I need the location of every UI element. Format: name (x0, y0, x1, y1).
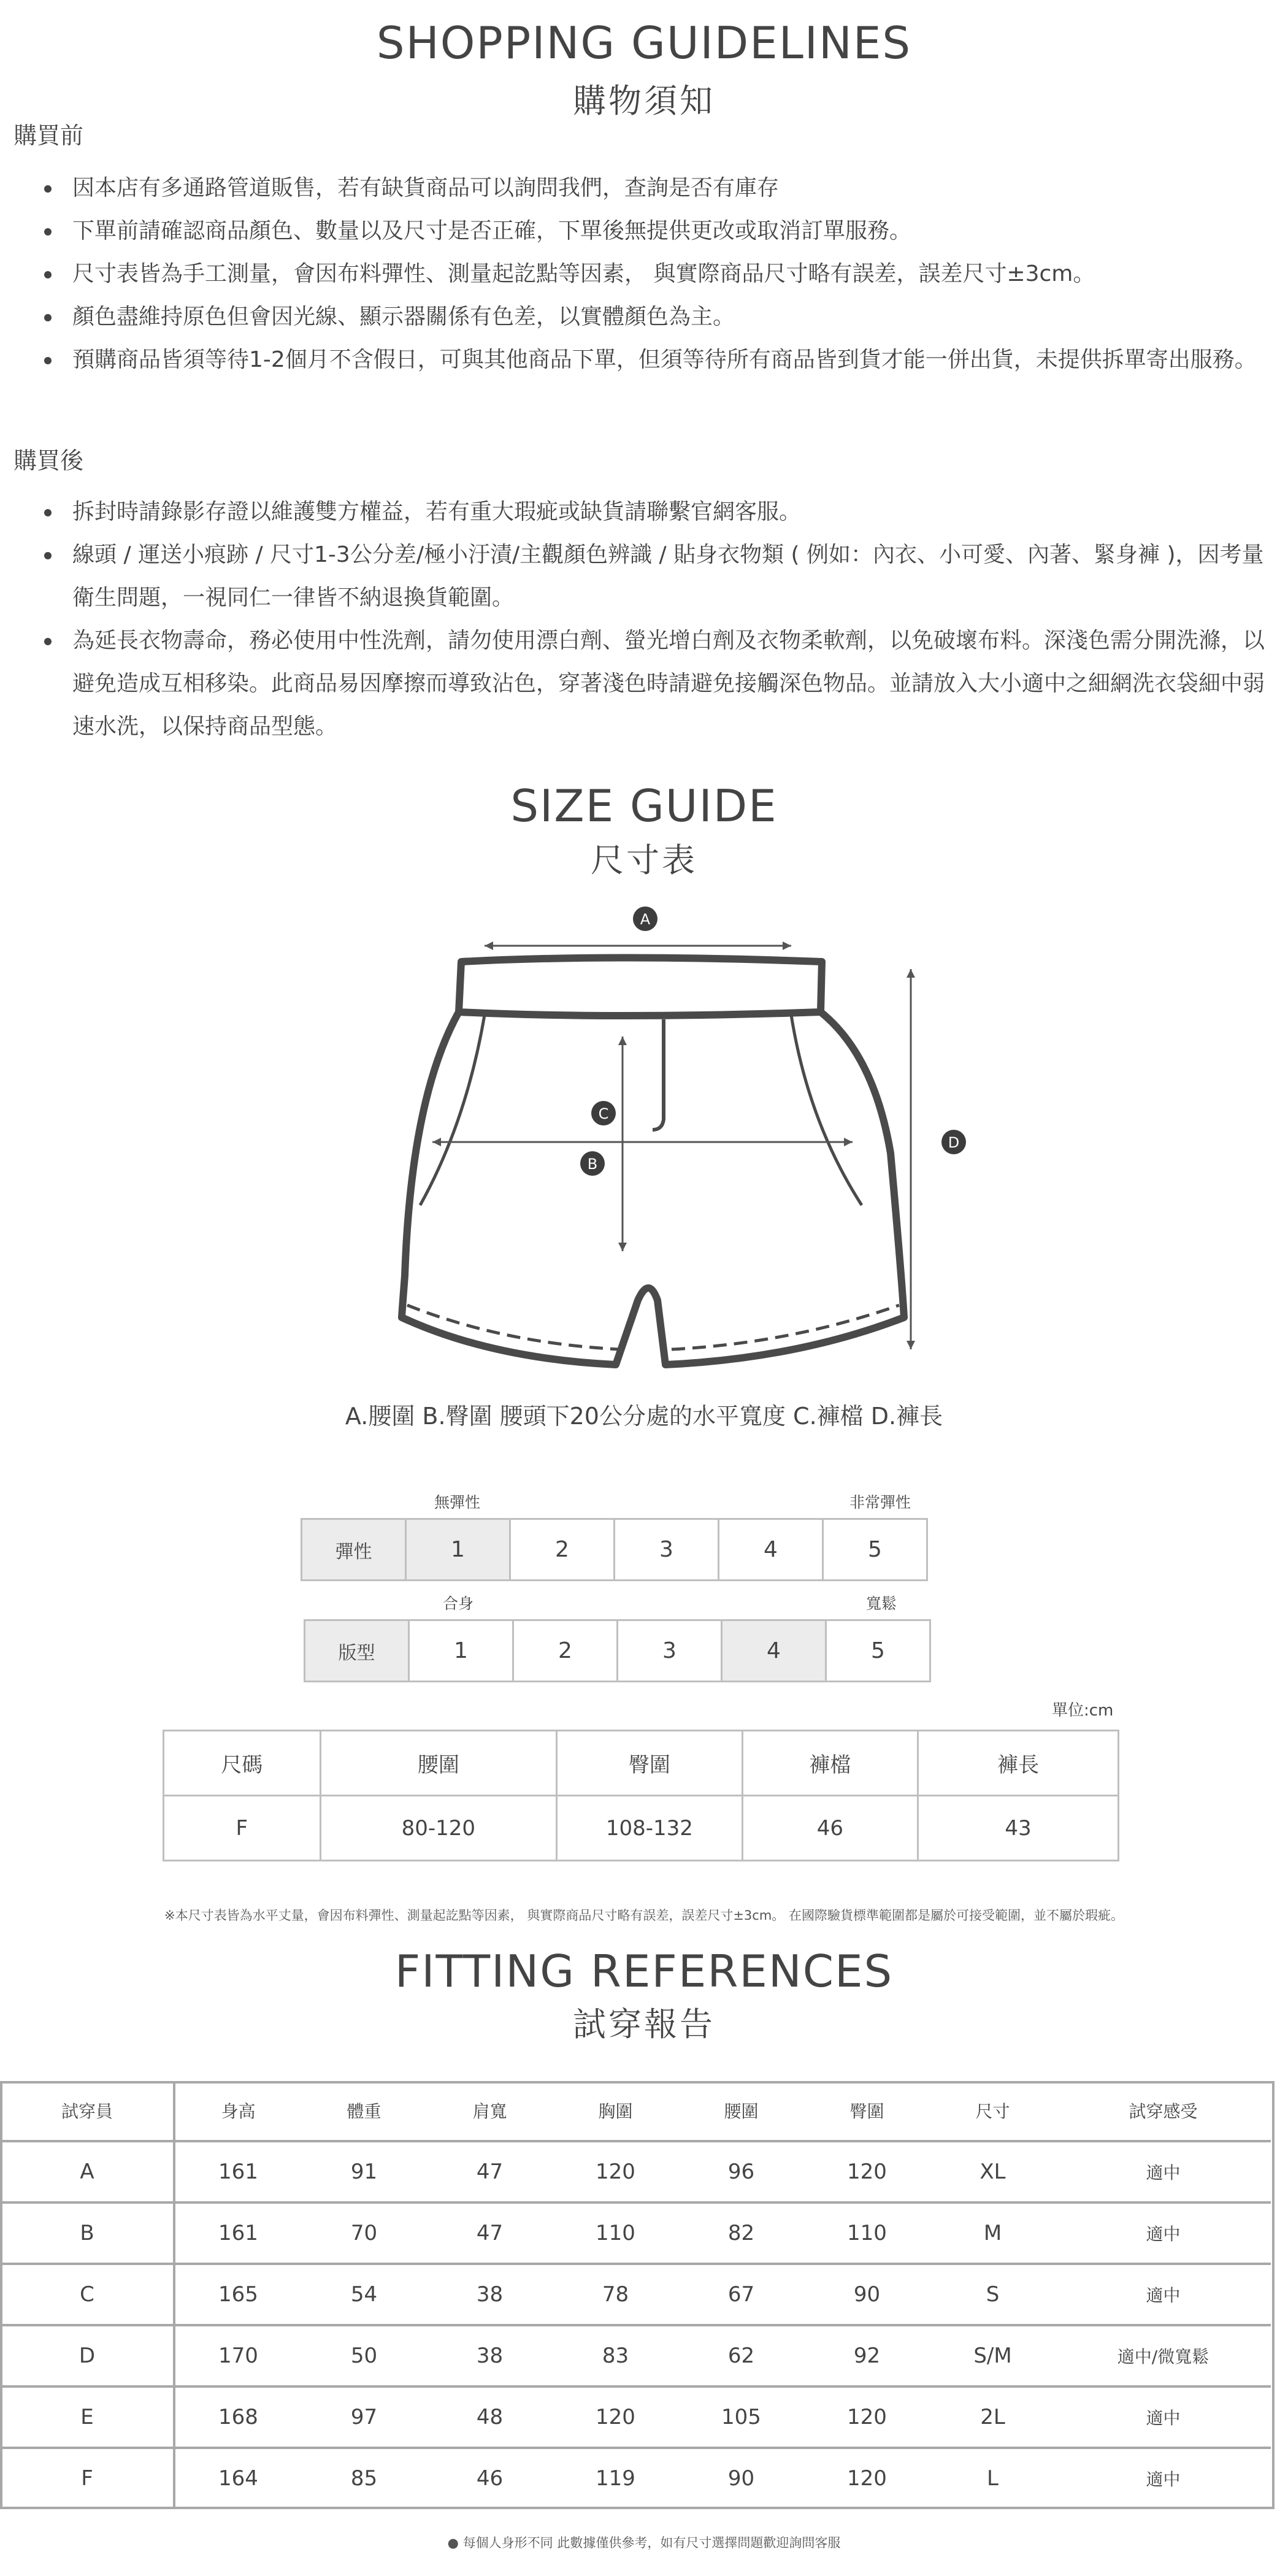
table-cell: 54 (301, 2264, 427, 2325)
table-cell: 91 (301, 2141, 427, 2202)
table-cell: 120 (553, 2386, 678, 2448)
table-row (1, 2141, 1271, 2202)
table-cell: 47 (427, 2202, 553, 2264)
table-cell: S/M (930, 2325, 1056, 2386)
size-guide-title-zh: 尺寸表 (591, 841, 697, 880)
fitting-title-en: FITTING REFERENCES (394, 1945, 894, 1997)
elasticity-option: 2 (510, 1519, 615, 1581)
fitting-table (1, 2081, 1271, 2508)
size-guide-title-en: SIZE GUIDE (510, 780, 778, 832)
elasticity-label: 彈性 (302, 1519, 406, 1581)
fit-high-label: 寬鬆 (866, 1595, 897, 1612)
measurement-legend: A.腰圍 B.臀圍 腰頭下20公分處的水平寬度 C.褲檔 D.褲長 (345, 1403, 943, 1430)
table-cell: 適中 (1056, 2264, 1271, 2325)
list-item: 為延長衣物壽命，務必使用中性洗劑，請勿使用漂白劑、螢光增白劑及衣物柔軟劑，以免破壞布料。深淺色需分開洗滌，以避免造成互相移染。此商品易因摩擦而導致沾色，穿著淺色時請避免接觸深色物品。並請放入大小適中之細網洗衣袋細中弱速水洗，以保持商品型態。 (38, 619, 1283, 748)
elasticity-option: 4 (719, 1519, 823, 1581)
size-table-note: ※本尺寸表皆為水平丈量，會因布料彈性、測量起訖點等因素， 與實際商品尺寸略有誤差，誤差尺寸±3cm。 在國際驗貨標準範圍都是屬於可接受範圍，並不屬於瑕疵。 (164, 1908, 1124, 1923)
table-cell: 82 (678, 2202, 804, 2264)
table-cell: 164 (218, 2466, 258, 2491)
table-cell: 165 (174, 2264, 301, 2325)
table-header: 褲檔 (742, 1731, 918, 1796)
table-cell: 120 (553, 2141, 678, 2202)
table-cell: F (1, 2448, 174, 2508)
table-row (1, 2202, 1271, 2264)
table-cell: 90 (804, 2264, 930, 2325)
table-row (1, 2386, 1271, 2448)
fit-scale (304, 1619, 931, 1682)
table-header: 尺碼 (164, 1731, 321, 1796)
shopping-title-en: SHOPPING GUIDELINES (376, 17, 912, 69)
fit-option: 3 (618, 1620, 722, 1682)
table-cell: L (987, 2466, 999, 2491)
table-cell: 85 (350, 2466, 378, 2491)
table-header: 臀圍 (557, 1731, 743, 1796)
after-purchase-list (38, 491, 1283, 748)
table-cell: 適中 (1146, 2469, 1181, 2490)
elasticity-option: 3 (615, 1519, 719, 1581)
table-cell: 70 (301, 2202, 427, 2264)
table-cell: 83 (553, 2325, 678, 2386)
table-header: 臀圍 (804, 2081, 930, 2141)
elasticity-option-selected: 1 (406, 1519, 510, 1581)
elasticity-low-label: 無彈性 (434, 1493, 481, 1511)
table-cell: 48 (427, 2386, 553, 2448)
table-cell: 適中/微寬鬆 (1056, 2325, 1271, 2386)
table-cell: 92 (804, 2325, 930, 2386)
fit-low-label: 合身 (443, 1595, 474, 1612)
table-header: 肩寬 (427, 2081, 553, 2141)
fitting-footnote: ● 每個人身形不同 此數據僅供參考，如有尺寸選擇問題歡迎詢問客服 (447, 2536, 841, 2550)
table-row (164, 1796, 1119, 1861)
table-header: 腰圍 (678, 2081, 804, 2141)
table-cell: E (1, 2386, 174, 2448)
table-cell: 161 (174, 2202, 301, 2264)
table-cell: C (1, 2264, 174, 2325)
table-header: 腰圍 (320, 1731, 557, 1796)
table-header-row (1, 2081, 1271, 2141)
elasticity-scale (301, 1518, 928, 1581)
after-purchase-heading: 購買後 (13, 447, 84, 474)
before-purchase-list (38, 167, 1283, 381)
table-cell: 適中 (1056, 2202, 1271, 2264)
list-item: 拆封時請錄影存證以維護雙方權益，若有重大瑕疵或缺貨請聯繫官網客服。 (38, 491, 1283, 534)
elasticity-option: 5 (823, 1519, 927, 1581)
table-cell: B (1, 2202, 174, 2264)
table-cell: 46 (476, 2466, 504, 2491)
shopping-title-zh: 購物須知 (573, 82, 715, 120)
table-cell: 78 (553, 2264, 678, 2325)
table-cell: 適中 (1056, 2141, 1271, 2202)
list-item: 顏色盡維持原色但會因光線、顯示器關係有色差，以實體顏色為主。 (38, 296, 1283, 339)
table-cell: 105 (678, 2386, 804, 2448)
table-cell: XL (930, 2141, 1056, 2202)
table-cell: 168 (174, 2386, 301, 2448)
table-cell: 120 (847, 2466, 887, 2491)
table-cell: 96 (678, 2141, 804, 2202)
marker-c (591, 1101, 616, 1125)
table-cell: 38 (427, 2264, 553, 2325)
table-cell: M (930, 2202, 1056, 2264)
svg-text:C: C (598, 1105, 609, 1122)
fit-option: 1 (409, 1620, 513, 1682)
list-item: 預購商品皆須等待1-2個月不含假日，可與其他商品下單，但須等待所有商品皆到貨才能一併出貨，未提供拆單寄出服務。 (38, 339, 1283, 381)
svg-text:B: B (587, 1156, 598, 1173)
table-header: 試穿感受 (1056, 2081, 1271, 2141)
table-cell: 110 (553, 2202, 678, 2264)
marker-b (580, 1151, 605, 1176)
table-cell: 38 (427, 2325, 553, 2386)
fit-label: 版型 (305, 1620, 409, 1682)
table-row (1, 2325, 1271, 2386)
table-cell: 50 (301, 2325, 427, 2386)
table-cell: 120 (804, 2141, 930, 2202)
list-item: 尺寸表皆為手工測量，會因布料彈性、測量起訖點等因素， 與實際商品尺寸略有誤差，誤差尺寸±3cm。 (38, 253, 1283, 296)
table-cell: 97 (301, 2386, 427, 2448)
marker-a (633, 907, 657, 931)
table-cell: 170 (174, 2325, 301, 2386)
table-cell: 43 (918, 1796, 1119, 1861)
table-row (1, 2448, 1271, 2508)
table-header-row (164, 1731, 1119, 1796)
table-cell: 62 (678, 2325, 804, 2386)
table-cell: 適中 (1056, 2386, 1271, 2448)
svg-text:D: D (948, 1134, 960, 1151)
marker-d (941, 1130, 966, 1154)
shorts-diagram (368, 895, 1043, 1386)
table-header: 身高 (174, 2081, 301, 2141)
fit-option-selected: 4 (722, 1620, 826, 1682)
svg-text:A: A (640, 911, 651, 928)
table-cell: 110 (804, 2202, 930, 2264)
table-cell: 108-132 (557, 1796, 743, 1861)
table-cell: 67 (678, 2264, 804, 2325)
table-header: 尺寸 (930, 2081, 1056, 2141)
table-cell: A (1, 2141, 174, 2202)
table-cell: 90 (727, 2466, 755, 2491)
table-cell: S (930, 2264, 1056, 2325)
list-item: 因本店有多通路管道販售，若有缺貨商品可以詢問我們，查詢是否有庫存 (38, 167, 1283, 210)
table-cell: 161 (174, 2141, 301, 2202)
table-header: 試穿員 (1, 2081, 174, 2141)
table-cell: 119 (596, 2466, 635, 2491)
elasticity-high-label: 非常彈性 (849, 1493, 911, 1511)
fitting-title-zh: 試穿報告 (573, 2005, 715, 2044)
list-item: 線頭 / 運送小痕跡 / 尺寸1-3公分差/極小汙漬/主觀顏色辨識 / 貼身衣物類 ( 例如：內衣、小可愛、內著、緊身褲 )，因考量衛生問題，一視同仁一律皆不納退換貨範圍。 (38, 534, 1283, 619)
table-cell: D (1, 2325, 174, 2386)
fit-option: 2 (513, 1620, 618, 1682)
table-cell: 80-120 (320, 1796, 557, 1861)
table-cell: 47 (427, 2141, 553, 2202)
table-cell: 2L (930, 2386, 1056, 2448)
table-cell: F (164, 1796, 321, 1861)
unit-label: 單位:cm (1052, 1701, 1114, 1720)
table-header: 體重 (301, 2081, 427, 2141)
table-header: 褲長 (918, 1731, 1119, 1796)
size-table (163, 1730, 1119, 1861)
before-purchase-heading: 購買前 (13, 122, 84, 149)
fit-option: 5 (826, 1620, 930, 1682)
table-header: 胸圍 (553, 2081, 678, 2141)
table-row (1, 2264, 1271, 2325)
list-item: 下單前請確認商品顏色、數量以及尺寸是否正確，下單後無提供更改或取消訂單服務。 (38, 210, 1283, 253)
table-cell: 120 (804, 2386, 930, 2448)
table-cell: 46 (742, 1796, 918, 1861)
